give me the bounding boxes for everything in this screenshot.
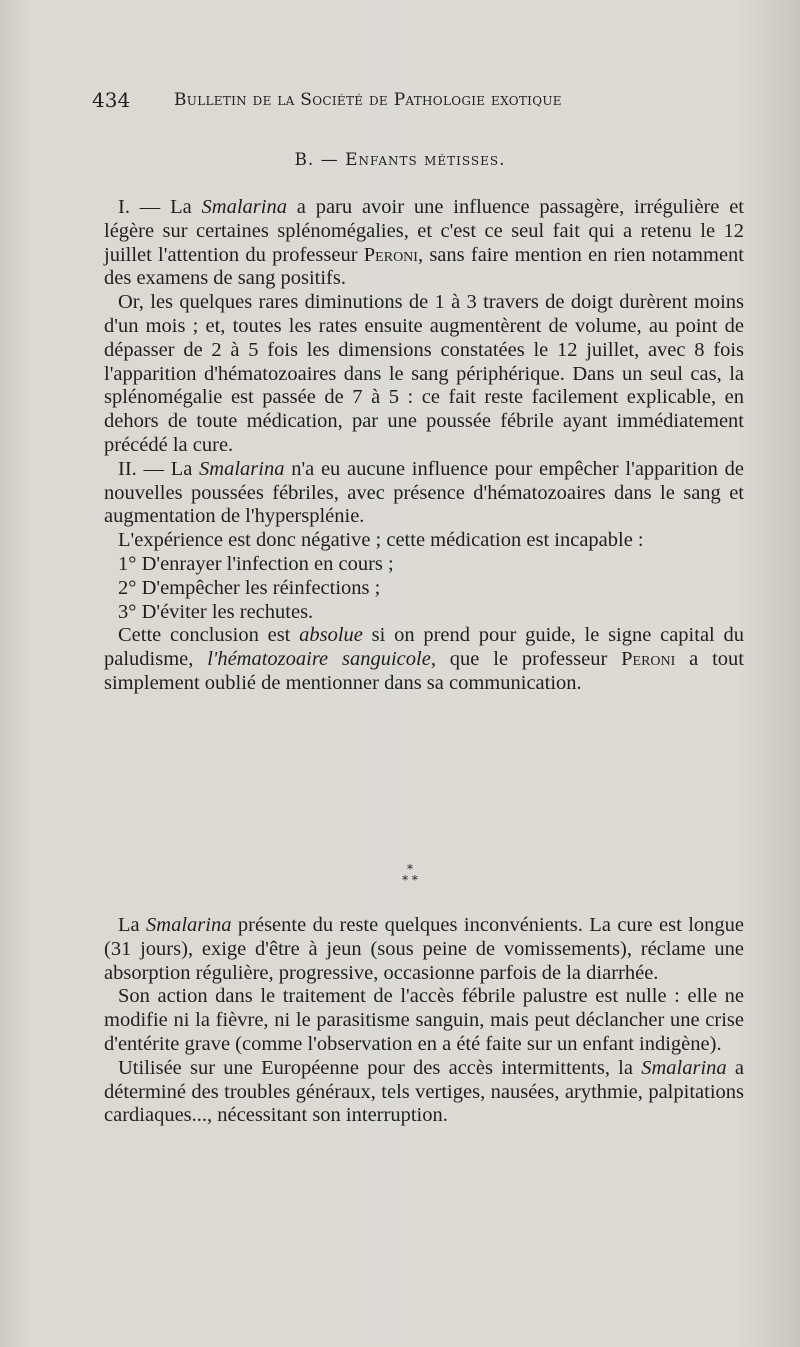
list-item: 3° D'éviter les rechutes. [118, 600, 314, 623]
paragraph-2: Or, les quelques rares diminutions de 1 à 3 travers de doigt durèrent moins d'un mois ; et, toutes les rates ensuite augmentèrent de volume, au point de dépasser de 2 à 5 fois les dimensions constatées le 12 juillet, avec 8 fois l'apparition d'hématozoaires dans le sang périphérique. Dans un seul cas, la splénomégalie est passée de 7 à 5 : ce fait reste facilement explicable, en dehors de toute médication, par une poussée fébrile ayant immédiatement précédé la cure. [104, 291, 744, 456]
list-item: 1° D'enrayer l'infection en cours ; [118, 552, 394, 575]
paragraph-8: Utilisée sur une Européenne pour des accès intermittents, la Smalarina a déterminé des troubles généraux, tels vertiges, nausées, arythmie, palpitations cardiaques..., nécessitant son interruption. [104, 1056, 744, 1127]
page-header [92, 88, 652, 118]
paragraph-4: L'expérience est donc négative ; cette médication est incapable : [118, 529, 644, 552]
paragraph-1: I. — La Smalarina a paru avoir une influence passagère, irrégulière et légère sur certaines splénomégalies, et c'est ce seul fait qui a retenu le 12 juillet l'attention du professeur Peroni, sans faire mention en rien notamment des examens de sang positifs. [104, 196, 744, 290]
list-item: 2° D'empêcher les réinfections ; [118, 576, 381, 599]
paragraph-3: II. — La Smalarina n'a eu aucune influence pour empêcher l'apparition de nouvelles poussées fébriles, avec présence d'hématozoaires dans le sang et augmentation de l'hypersplénie. [104, 457, 744, 528]
running-title: Bulletin de la Société de Pathologie exotique [174, 90, 562, 110]
page-number: 434 [92, 88, 131, 112]
paragraph-7: Son action dans le traitement de l'accès fébrile palustre est nulle : elle ne modifie ni la fièvre, ni le parasitisme sanguin, mais peut déclancher une crise d'entérite grave (comme l'observation en a été faite sur un enfant indigène). [104, 985, 744, 1055]
section-heading: B. — Enfants métisses. [294, 150, 506, 170]
paragraph-5: Cette conclusion est absolue si on prend pour guide, le signe capital du paludisme, l'hématozoaire sanguicole, que le professeur Peroni a tout simplement oublié de mentionner dans sa communication. [104, 624, 744, 694]
text-block-lower [104, 914, 744, 1128]
asterism-separator: * * * [402, 862, 418, 887]
paragraph-6: La Smalarina présente du reste quelques inconvénients. La cure est longue (31 jours), exige d'être à jeun (sous peine de vomissements), réclame une absorption régulière, progressive, occasionne parfois de la diarrhée. [104, 914, 744, 984]
text-block-upper [104, 196, 744, 696]
